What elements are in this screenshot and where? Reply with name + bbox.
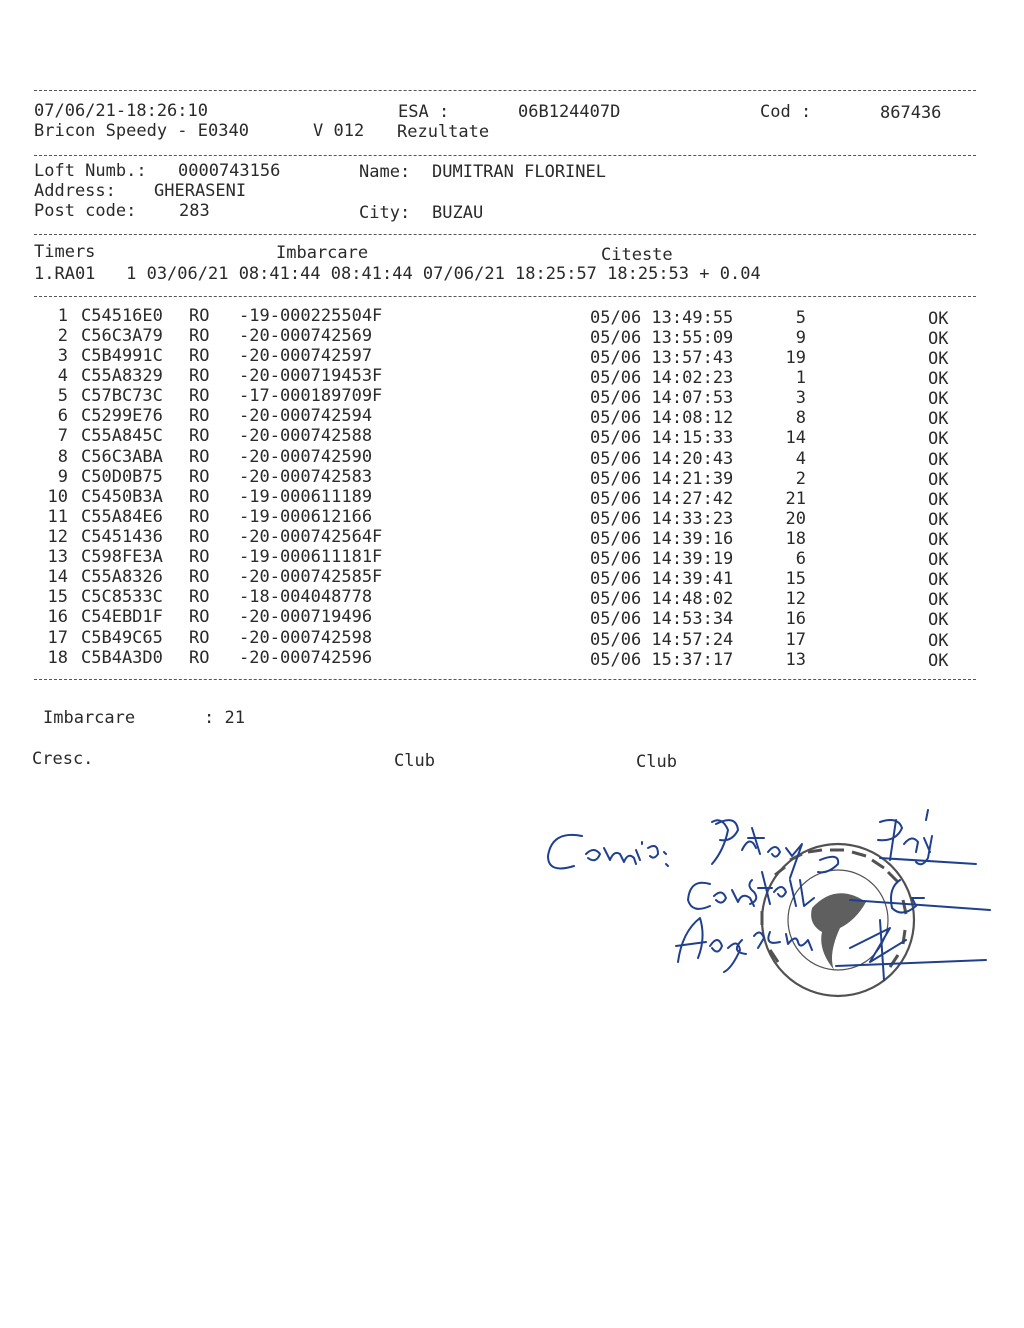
arrival-time: 05/06 14:27:42 [590,489,734,509]
chip-id: C5299E76 [81,406,163,426]
ring-number: -19-000612166 [239,507,373,527]
row-index: 14 [47,567,68,587]
arrival-time: 05/06 15:37:17 [590,650,734,670]
table-row [0,326,1024,349]
status-ok: OK [928,470,949,490]
chip-id: C5451436 [81,527,163,547]
chip-id: C55A8326 [81,567,163,587]
chip-id: C55A845C [81,426,163,446]
post-code-label: Post code: [34,201,137,221]
arrival-time: 05/06 14:20:43 [590,449,734,469]
cod-label: Cod : [760,102,812,122]
city-value: BUZAU [432,203,484,223]
row-index: 10 [47,487,68,507]
country-code: RO [189,366,210,386]
club-stamp [762,844,914,996]
header-rule [34,155,976,156]
status-ok: OK [928,429,949,449]
row-index: 9 [57,467,68,487]
arrival-time: 05/06 14:48:02 [590,589,734,609]
status-ok: OK [928,610,949,630]
country-code: RO [189,306,210,326]
arrival-time: 05/06 14:57:24 [590,630,734,650]
status-ok: OK [928,309,949,329]
row-index: 6 [57,406,68,426]
status-ok: OK [928,389,949,409]
table-row [0,547,1024,570]
citeste-header: Citeste [601,245,673,265]
status-ok: OK [928,510,949,530]
arrival-time: 05/06 14:39:19 [590,549,734,569]
row-index: 1 [57,306,68,326]
loft-number: 0000743156 [178,161,281,181]
rank-position: 21 [785,489,806,509]
status-ok: OK [928,631,949,651]
arrival-time: 05/06 14:08:12 [590,408,734,428]
esa-label: ESA : [398,102,450,122]
ring-number: -20-000742596 [239,648,373,668]
rank-position: 16 [785,609,806,629]
ring-number: -20-000719453F [239,366,383,386]
status-ok: OK [928,550,949,570]
rank-position: 6 [795,549,806,569]
handwritten-signature [548,810,990,980]
ring-number: -20-000742590 [239,447,373,467]
cod-value: 867436 [880,103,942,123]
owner-rule [34,234,976,235]
ring-number: -19-000611181F [239,547,383,567]
ring-number: -20-000742588 [239,426,373,446]
rank-position: 13 [785,650,806,670]
imbarcare-header: Imbarcare [276,243,369,263]
country-code: RO [189,426,210,446]
table-row [0,447,1024,470]
club-label-2: Club [636,752,677,772]
row-index: 15 [47,587,68,607]
status-ok: OK [928,530,949,550]
status-ok: OK [928,570,949,590]
table-row [0,346,1024,369]
ring-number: -20-000742597 [239,346,373,366]
club-label-1: Club [394,751,435,771]
chip-id: C5B49C65 [81,628,163,648]
status-ok: OK [928,450,949,470]
ring-number: -18-004048778 [239,587,373,607]
rank-position: 18 [785,529,806,549]
table-row [0,487,1024,510]
arrival-time: 05/06 14:33:23 [590,509,734,529]
arrival-time: 05/06 14:53:34 [590,609,734,629]
imbarcare-label: Imbarcare [43,708,136,728]
table-row [0,607,1024,630]
country-code: RO [189,447,210,467]
country-code: RO [189,406,210,426]
arrival-time: 05/06 14:21:39 [590,469,734,489]
arrival-time: 05/06 14:15:33 [590,428,734,448]
chip-id: C57BC73C [81,386,163,406]
report-type: Rezultate [397,122,490,142]
chip-id: C5B4A3D0 [81,648,163,668]
ring-number: -20-000742598 [239,628,373,648]
ring-number: -20-000742594 [239,406,373,426]
timers-rule [34,296,976,297]
chip-id: C54EBD1F [81,607,163,627]
rank-position: 19 [785,348,806,368]
row-index: 8 [57,447,68,467]
chip-id: C56C3ABA [81,447,163,467]
ring-number: -20-000742569 [239,326,373,346]
rank-position: 14 [785,428,806,448]
ring-number: -20-000719496 [239,607,373,627]
country-code: RO [189,386,210,406]
country-code: RO [189,507,210,527]
city-label: City: [359,203,411,223]
chip-id: C5B4991C [81,346,163,366]
timers-header: Timers [34,242,96,262]
ring-number: -20-000742585F [239,567,383,587]
table-row [0,426,1024,449]
rank-position: 17 [785,630,806,650]
table-row [0,587,1024,610]
table-row [0,507,1024,530]
arrival-time: 05/06 14:39:41 [590,569,734,589]
row-index: 4 [57,366,68,386]
rank-position: 3 [795,388,806,408]
ring-number: -20-000742564F [239,527,383,547]
country-code: RO [189,326,210,346]
table-row [0,366,1024,389]
chip-id: C56C3A79 [81,326,163,346]
cresc-label: Cresc. [32,749,94,769]
loft-label: Loft Numb.: [34,161,147,181]
arrival-time: 05/06 14:07:53 [590,388,734,408]
country-code: RO [189,648,210,668]
chip-id: C55A8329 [81,366,163,386]
rank-position: 9 [795,328,806,348]
country-code: RO [189,587,210,607]
country-code: RO [189,607,210,627]
ring-number: -19-000611189 [239,487,373,507]
rank-position: 2 [795,469,806,489]
status-ok: OK [928,651,949,671]
results-rule [34,679,976,680]
device-version: V 012 [313,121,365,141]
timer-line: 1.RA01 1 03/06/21 08:41:44 08:41:44 07/06/21 18:25:57 18:25:53 + 0.04 [34,264,761,284]
rank-position: 12 [785,589,806,609]
status-ok: OK [928,349,949,369]
row-index: 5 [57,386,68,406]
ring-number: -20-000742583 [239,467,373,487]
rank-position: 20 [785,509,806,529]
row-index: 3 [57,346,68,366]
print-datetime: 07/06/21-18:26:10 [34,101,208,121]
chip-id: C598FE3A [81,547,163,567]
imbarcare-count: : 21 [204,708,245,728]
country-code: RO [189,628,210,648]
ring-number: -17-000189709F [239,386,383,406]
table-row [0,628,1024,651]
post-code-value: 283 [179,201,210,221]
row-index: 7 [57,426,68,446]
chip-id: C54516E0 [81,306,163,326]
rank-position: 5 [795,308,806,328]
status-ok: OK [928,409,949,429]
country-code: RO [189,487,210,507]
chip-id: C5450B3A [81,487,163,507]
chip-id: C50D0B75 [81,467,163,487]
rank-position: 1 [795,368,806,388]
status-ok: OK [928,369,949,389]
address-label: Address: [34,181,116,201]
address-value: GHERASENI [154,181,247,201]
table-row [0,467,1024,490]
table-row [0,567,1024,590]
rank-position: 8 [795,408,806,428]
arrival-time: 05/06 13:49:55 [590,308,734,328]
arrival-time: 05/06 13:55:09 [590,328,734,348]
country-code: RO [189,467,210,487]
row-index: 13 [47,547,68,567]
table-row [0,306,1024,329]
chip-id: C55A84E6 [81,507,163,527]
device-name: Bricon Speedy - E0340 [34,121,249,141]
table-row [0,386,1024,409]
chip-id: C5C8533C [81,587,163,607]
row-index: 18 [47,648,68,668]
row-index: 12 [47,527,68,547]
row-index: 11 [47,507,68,527]
row-index: 17 [47,628,68,648]
table-row [0,648,1024,671]
esa-value: 06B124407D [518,102,621,122]
owner-name: DUMITRAN FLORINEL [432,162,606,182]
table-row [0,527,1024,550]
status-ok: OK [928,590,949,610]
country-code: RO [189,527,210,547]
country-code: RO [189,567,210,587]
rank-position: 15 [785,569,806,589]
arrival-time: 05/06 14:39:16 [590,529,734,549]
country-code: RO [189,346,210,366]
arrival-time: 05/06 14:02:23 [590,368,734,388]
table-row [0,406,1024,429]
name-label: Name: [359,162,411,182]
country-code: RO [189,547,210,567]
top-rule [34,90,976,91]
ring-number: -19-000225504F [239,306,383,326]
status-ok: OK [928,490,949,510]
rank-position: 4 [795,449,806,469]
row-index: 2 [57,326,68,346]
row-index: 16 [47,607,68,627]
status-ok: OK [928,329,949,349]
arrival-time: 05/06 13:57:43 [590,348,734,368]
